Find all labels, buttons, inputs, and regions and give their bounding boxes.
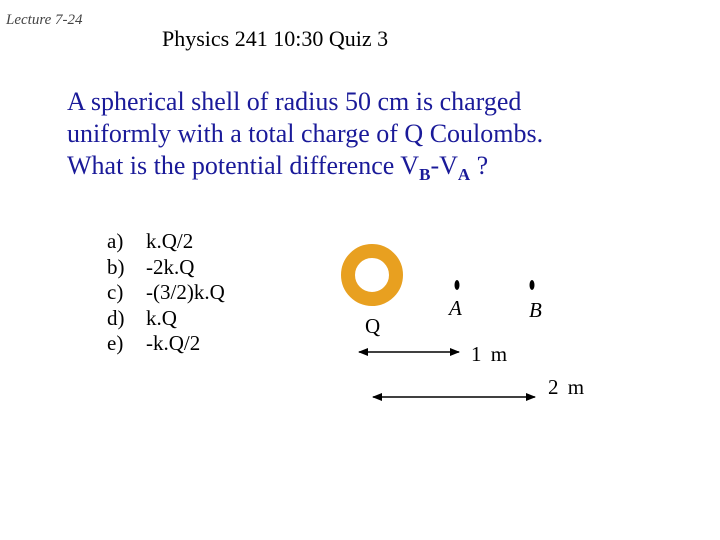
choice-letter: c) xyxy=(107,280,124,304)
choice-text: k.Q xyxy=(146,305,177,330)
choice-letter: d) xyxy=(107,305,125,330)
minus-v: -V xyxy=(430,151,458,180)
choice-letter: a) xyxy=(107,229,124,253)
quiz-title: Physics 241 10:30 Quiz 3 xyxy=(162,26,389,51)
subscript-b: B xyxy=(419,165,431,184)
question-line-2: uniformly with a total charge of Q Coulombs. xyxy=(67,119,544,148)
lecture-label: Lecture 7-24 xyxy=(6,12,83,28)
question-line-3-prefix: What is the potential difference V xyxy=(67,151,420,180)
point-a-dot xyxy=(455,280,460,290)
choice-text: -(3/2)k.Q xyxy=(146,280,225,304)
choice-letter: e) xyxy=(107,331,124,355)
choice-text: k.Q/2 xyxy=(146,229,194,253)
question-line-1: A spherical shell of radius 50 cm is charged xyxy=(67,87,522,116)
distance-1m-label: 1 m xyxy=(471,342,510,366)
point-b-dot xyxy=(530,280,535,290)
charged-shell xyxy=(348,251,396,299)
subscript-a: A xyxy=(457,165,471,184)
choice-letter: b) xyxy=(107,254,125,279)
choice-text: -2k.Q xyxy=(146,254,195,279)
point-a-label: A xyxy=(449,296,462,320)
question-line-3-suffix: ? xyxy=(470,151,489,180)
choice-text: -k.Q/2 xyxy=(146,331,201,355)
distance-2m-label: 2 m xyxy=(548,375,587,399)
shell-charge-label: Q xyxy=(365,314,381,338)
point-b-label: B xyxy=(529,298,542,322)
